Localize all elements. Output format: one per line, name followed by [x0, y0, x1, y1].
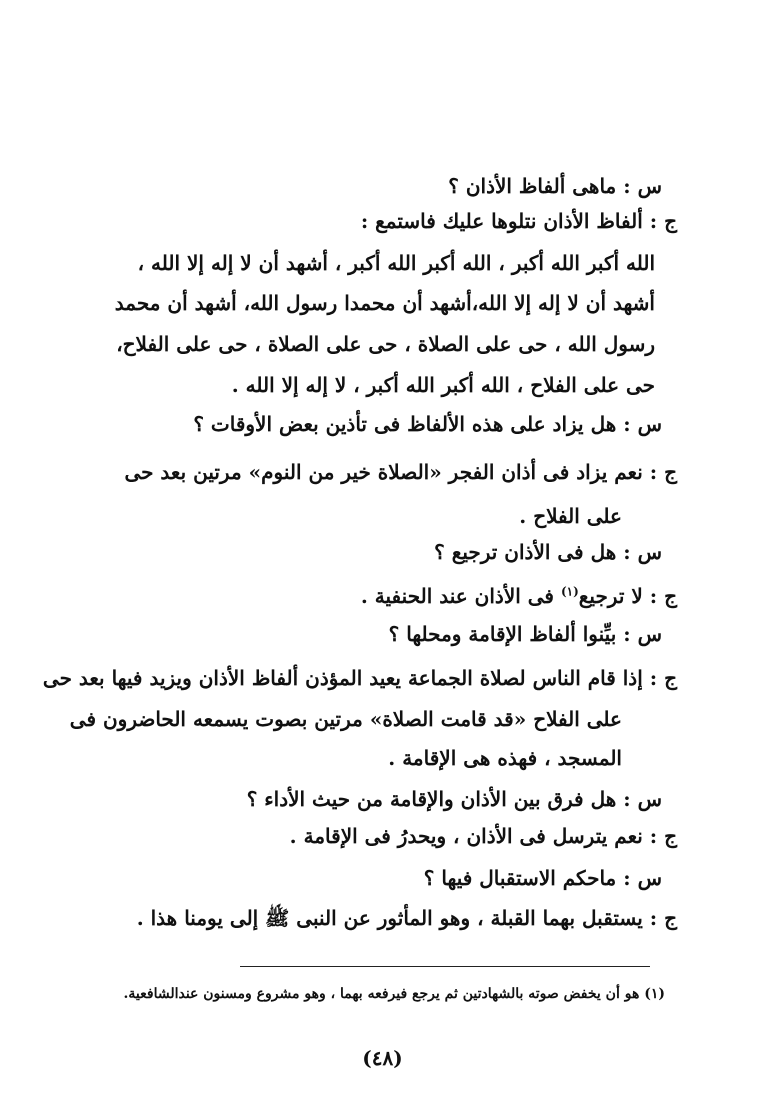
- answer-line: ج : إذا قام الناس لصلاة الجماعة يعيد المؤذن ألفاظ الأذان ويزيد فيها بعد حى: [42, 666, 677, 690]
- answer-line: ج : ألفاظ الأذان نتلوها عليك فاستمع :: [360, 209, 677, 233]
- text-line: أشهد أن لا إله إلا الله،أشهد أن محمدا رسول الله، أشهد أن محمد: [114, 291, 655, 315]
- text-line: على الفلاح «قد قامت الصلاة» مرتين بصوت يسمعه الحاضرون فى: [69, 707, 622, 731]
- text-line: على الفلاح .: [519, 504, 622, 528]
- answer-text: ج : لا ترجيع: [578, 584, 677, 608]
- text-line: رسول الله ، حى على الصلاة ، حى على الصلاة ، حى على الفلاح،: [116, 332, 655, 356]
- text-line: الله أكبر الله أكبر ، الله أكبر الله أكبر ، أشهد أن لا إله إلا الله ،: [137, 251, 655, 275]
- page-number: (٤٨): [362, 1046, 403, 1070]
- question-line: س : هل فى الأذان ترجيع ؟: [434, 540, 662, 564]
- question-line: س : هل فرق بين الأذان والإقامة من حيث الأداء ؟: [246, 787, 662, 811]
- question-line: س : ماهى ألفاظ الأذان ؟: [448, 174, 662, 198]
- answer-line: ج : نعم يترسل فى الأذان ، ويحدرُ فى الإقامة .: [289, 824, 677, 848]
- text-line: حى على الفلاح ، الله أكبر الله أكبر ، لا إله إلا الله .: [231, 373, 655, 397]
- text-line: المسجد ، فهذه هى الإقامة .: [388, 746, 622, 770]
- question-line: س : بيِّنوا ألفاظ الإقامة ومحلها ؟: [388, 622, 662, 646]
- question-line: س : هل يزاد على هذه الألفاظ فى تأذين بعض الأوقات ؟: [193, 412, 662, 436]
- footnote-marker: (١): [560, 584, 579, 599]
- answer-text: فى الأذان عند الحنفية .: [360, 584, 561, 608]
- answer-line: [361, 582, 677, 610]
- footnote-divider: [240, 966, 650, 967]
- answer-line: ج : نعم يزاد فى أذان الفجر «الصلاة خير من النوم» مرتين بعد حى: [124, 460, 677, 484]
- answer-line: ج : يستقبل بهما القبلة ، وهو المأثور عن النبى ﷺ إلى يومنا هذا .: [136, 906, 677, 930]
- question-line: س : ماحكم الاستقبال فيها ؟: [423, 866, 662, 890]
- footnote: (١) هو أن يخفض صوته بالشهادتين ثم يرجع فيرفعه بهما ، وهو مشروع ومسنون عندالشافعية.: [123, 986, 665, 1002]
